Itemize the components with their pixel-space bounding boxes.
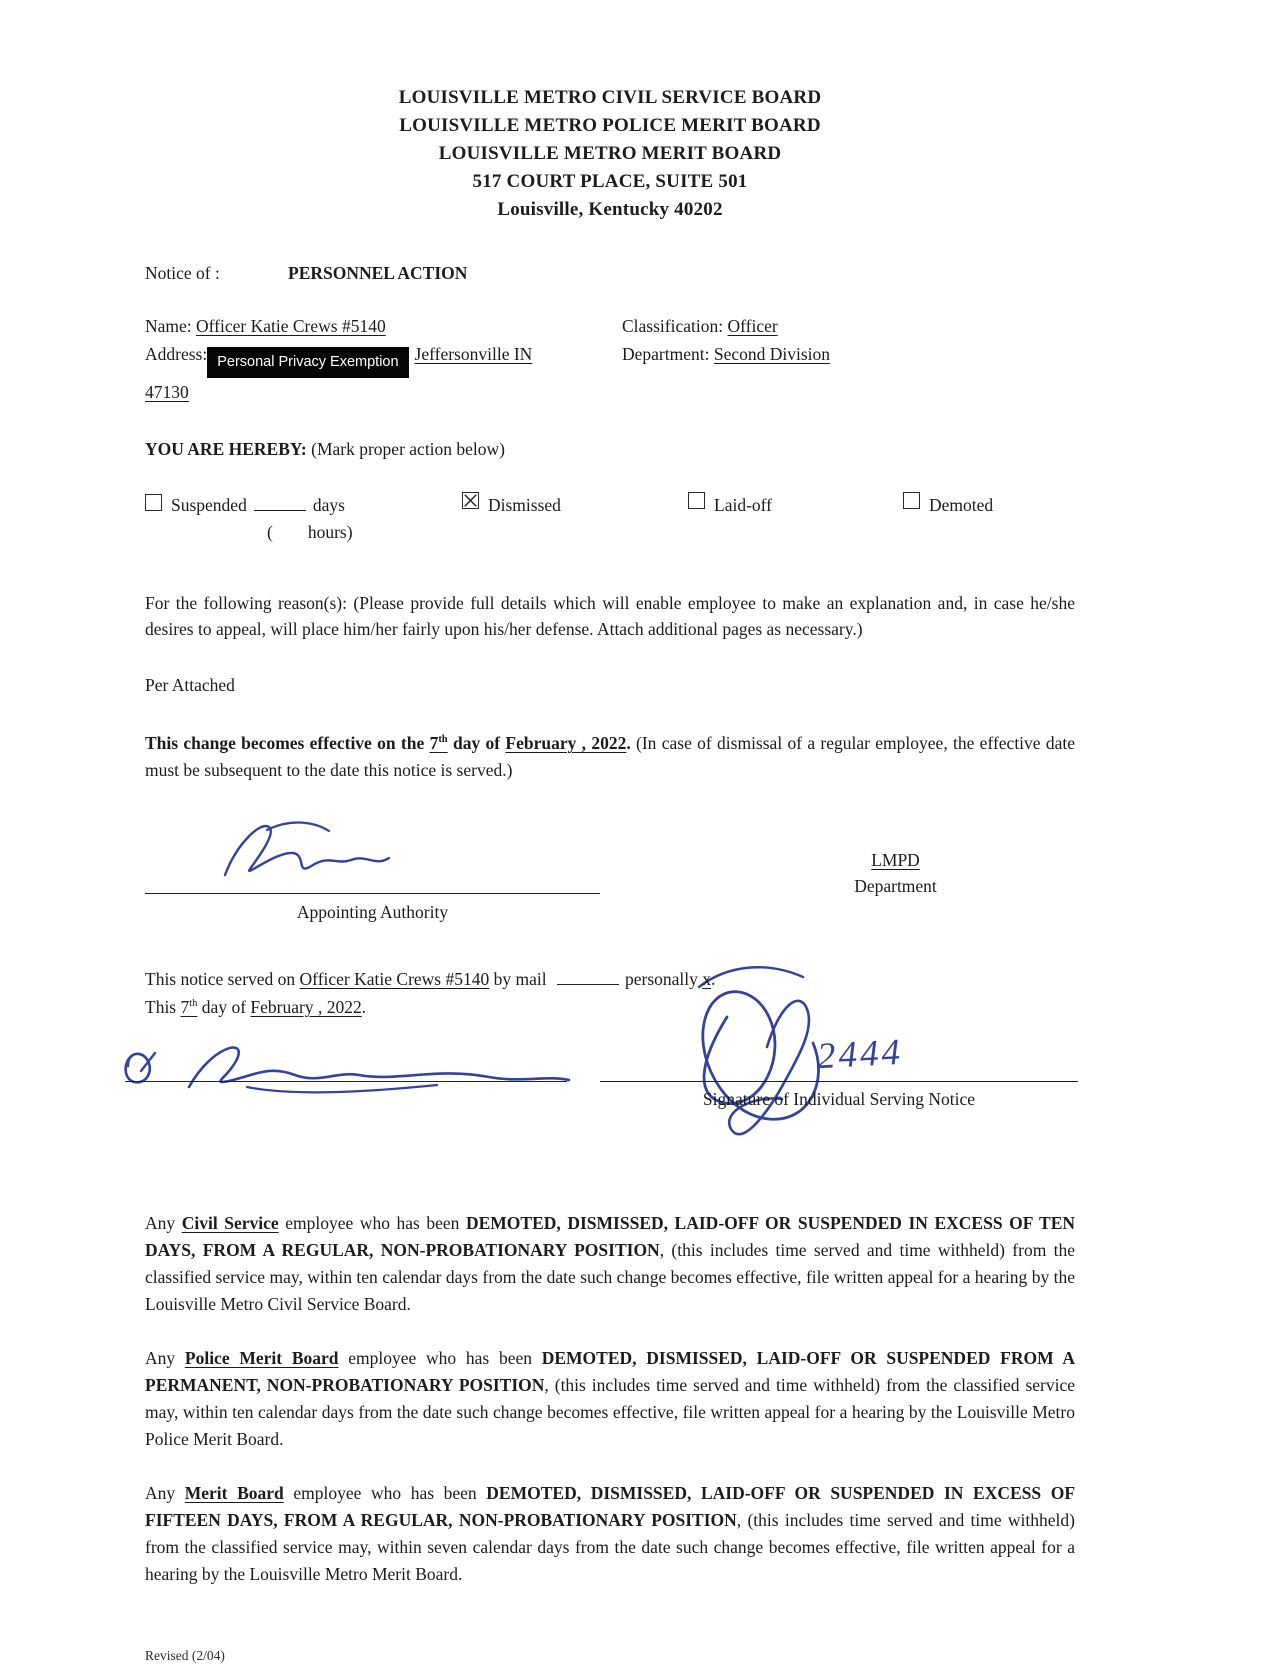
appointing-authority-signature-line[interactable] [145,893,600,894]
revision-note: Revised (2/04) [145,1647,225,1663]
dismissed-label: Dismissed [488,495,561,515]
served-line-2: This 7th day of February , 2022. [145,996,367,1017]
classification-field [622,312,1075,340]
merit-board-name: Merit Board [184,1482,284,1503]
effective-date-paragraph: This change becomes effective on the 7th day of February , 2022. (In case of dismissal of a regular employee, the effective date must be subsequent to the date this notice is served.) [145,733,1076,780]
department-signature-block [743,847,1048,899]
served-name-value: Officer Katie Crews #5140 [299,968,490,989]
handwritten-badge-number: 2444 [815,1031,905,1077]
serving-signature-block [145,1025,1075,1183]
action-demoted [903,492,1075,546]
department-label: Department: [622,344,710,365]
laid-off-checkbox[interactable] [688,492,705,509]
served-line-1: This notice served on Officer Katie Crews #5140 by mail personally x. [145,968,716,989]
classification-label: Classification: [622,316,724,337]
department-value: Second Division [713,344,831,365]
address-label: Address: [145,344,208,365]
action-suspended [145,492,462,546]
effective-bold-pre: This change becomes effective on the [145,733,430,754]
effective-bold-mid: day of [447,733,506,754]
header-line-4: 517 COURT PLACE, SUITE 501 [472,171,748,192]
laid-off-label: Laid-off [714,495,772,515]
demoted-checkbox[interactable] [903,492,920,509]
name-value: Officer Katie Crews #5140 [196,316,386,337]
action-checkboxes-row [145,492,1075,546]
hours-label: ( hours) [267,522,353,543]
header-line-1: LOUISVILLE METRO CIVIL SERVICE BOARD [398,87,822,108]
department-field [622,340,1075,368]
notice-of-row [145,260,1075,286]
name-label: Name: [145,316,192,337]
checkbox-x-mark [463,493,478,508]
header-line-5: Louisville, Kentucky 40202 [497,199,723,220]
address-field [145,340,622,378]
suspended-days-blank[interactable] [254,493,306,511]
appointing-authority-caption: Appointing Authority [296,901,449,922]
action-dismissed [462,492,688,546]
mark-action-note: (Mark proper action below) [306,438,506,459]
police-merit-board-name: Police Merit Board [184,1347,339,1368]
document-header [145,84,1075,224]
appointing-authority-signature-block [145,819,1075,943]
department-signature-value: LMPD [871,849,920,870]
days-label: days [312,495,345,515]
address-city-value: Jeffersonville IN [414,344,533,365]
suspended-checkbox[interactable] [145,494,162,511]
civil-service-appeal-paragraph: Any Civil Service employee who has been DEMOTED, DISMISSED, LAID-OFF OR SUSPENDED IN EXCESS OF TEN DAYS, FROM A REGULAR, NON-PROBATIONARY POSITION, (this includes time served and time withheld) from the classified service may, within ten calendar days from the date such change becomes effective, file written appeal for a hearing by the Louisville Metro Civil Service Board. [145,1212,1076,1314]
served-signature-line[interactable] [125,1081,567,1082]
demoted-label: Demoted [929,495,994,515]
header-line-3: LOUISVILLE METRO MERIT BOARD [438,143,782,164]
served-month-year-value: February , 2022 [250,996,362,1017]
civil-service-board-name: Civil Service [181,1212,279,1233]
appointing-authority-signature [203,813,493,891]
you-are-hereby-label: YOU ARE HEREBY: [145,438,307,459]
by-mail-blank[interactable] [557,967,619,985]
document-title: PERSONNEL ACTION [288,263,468,283]
suspended-label: Suspended [171,495,247,515]
reason-instructions: For the following reason(s): (Please provide full details which will enable employee to make an explanation and, in case he/she desires to appeal, will place him/her fairly upon his/her defense. Attach additional pages as necessary.) [145,592,1075,639]
serving-notice-caption: Signature of Individual Serving Notice [702,1088,976,1109]
served-employee-signature [117,1027,597,1112]
privacy-redaction-box: Personal Privacy Exemption [207,347,408,378]
classification-value: Officer [727,316,778,337]
effective-note: (In case of dismissal of a regular employee, the effective date must be subsequent to the date this notice is served.) [145,733,1076,780]
name-field [145,312,622,340]
merit-board-appeal-paragraph: Any Merit Board employee who has been DEMOTED, DISMISSED, LAID-OFF OR SUSPENDED IN EXCESS OF FIFTEEN DAYS, FROM A REGULAR, NON-PROBATIONARY POSITION, (this includes time served and time withheld) from the classified service may, within seven calendar days from the date such change becomes effective, file written appeal for a hearing by the Louisville Metro Merit Board. [145,1482,1076,1584]
per-attached-text: Per Attached [145,675,235,695]
served-statement [145,965,1075,1021]
zip-row [145,378,1075,406]
effective-day-value: 7th [429,733,448,754]
effective-month-year-value: February , 2022 [505,733,627,754]
dismissed-checkbox[interactable] [462,492,479,509]
address-zip-value: 47130 [145,381,189,402]
name-classification-row [145,312,1075,340]
identity-fields [145,312,1075,406]
personally-x-mark: x [702,968,712,989]
action-laid-off [688,492,903,546]
department-signature-label: Department [854,875,937,896]
address-department-row [145,340,1075,378]
served-day-value: 7th [180,996,198,1017]
notice-of-label: Notice of : [145,263,220,283]
police-merit-board-appeal-paragraph: Any Police Merit Board employee who has been DEMOTED, DISMISSED, LAID-OFF OR SUSPENDED FROM A PERMANENT, NON-PROBATIONARY POSITION, (this includes time served and time withheld) from the classified service may, within ten calendar days from the date such change becomes effective, file written appeal for a hearing by the Louisville Metro Police Merit Board. [145,1347,1076,1449]
you-are-hereby-row [145,436,1075,462]
header-line-2: LOUISVILLE METRO POLICE MERIT BOARD [399,115,821,136]
